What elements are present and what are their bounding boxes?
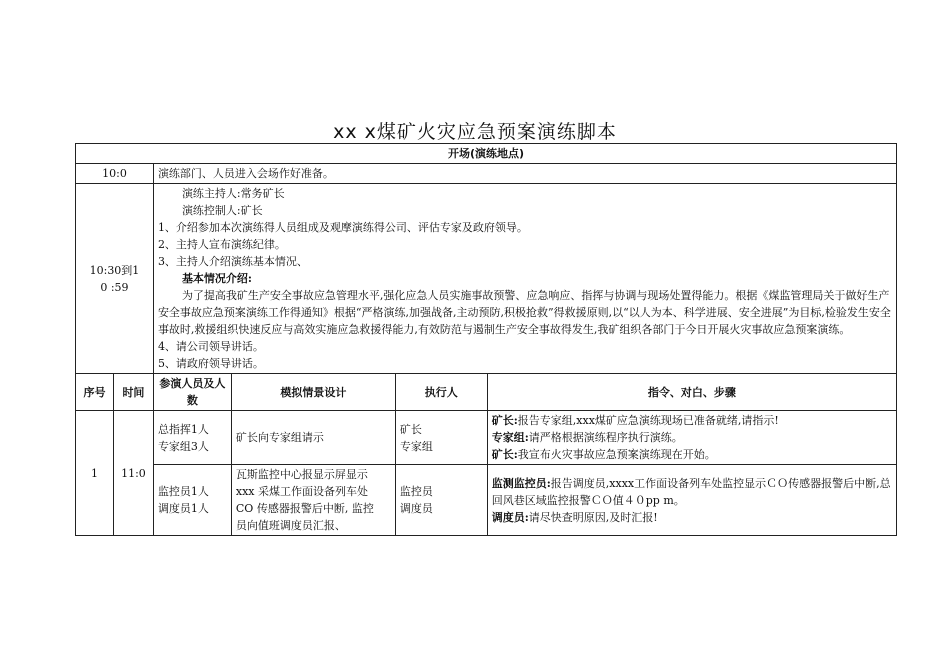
scenario-line: xxx 采煤工作面设备列车处: [235, 485, 368, 498]
participant: 调度员1人: [157, 502, 209, 515]
dialogue: 报告专家组,xxx煤矿应急演练现场已准备就绪,请指示!: [517, 414, 779, 427]
executor-cell: [395, 411, 487, 465]
instruction-line: [492, 446, 892, 463]
participants-cell: [153, 465, 231, 536]
speaker: 矿长:: [491, 448, 518, 461]
basic-info-paragraph: 为了提高我矿生产安全事故应急管理水平,强化应急人员实施事故预警、应急响应、指挥与协调与现场处置得能力。根据《煤监管理局关于做好生产安全事故应急预案演练工作得通知》根据“严格演练,加强战备,主动预防,积极抢救”得救援原则,以“以人为本、科学进展、安全进展”为目标,检验发生安全事故时,救援组织快速反应与高效实施应急救援得能力,有效防范与遏制生产安全事故得发生,我矿组织各部门于今日开展火灾事故应急预案演练。: [157, 289, 891, 336]
basic-info-title: 基本情况介绍:: [181, 272, 252, 285]
executor: 调度员: [399, 502, 433, 515]
instruction-line: [492, 412, 892, 429]
intro-item-4: 4、请公司领导讲话。: [157, 340, 264, 353]
opening-header: 开场(演练地点): [76, 144, 897, 164]
executor: 矿长: [399, 422, 422, 436]
dialogue: 请尽快查明原因,及时汇报!: [528, 510, 658, 524]
instruction-line: [492, 509, 892, 526]
col-header-scenario: 模拟情景设计: [231, 374, 395, 411]
participant: 监控员1人: [157, 485, 209, 498]
scenario-line: CO 传感器报警后中断, 监控: [235, 502, 374, 515]
opening-time-1: 10:0: [76, 164, 154, 184]
instruction-line: [492, 429, 892, 446]
intro-item-3: 3、主持人介绍演练基本情况、: [157, 255, 308, 268]
scenario-cell: [231, 465, 395, 536]
col-header-time: 时间: [113, 374, 153, 411]
scenario-line: 员向值班调度员汇报、: [235, 519, 346, 532]
intro-item-5: 5、请政府领导讲话。: [157, 357, 264, 370]
instruction-line: [492, 475, 892, 509]
col-header-executor: 执行人: [395, 374, 487, 411]
executor-cell: [395, 465, 487, 536]
instructions-cell: [487, 411, 896, 465]
document-title: xx x煤矿火灾应急预案演练脚本: [333, 121, 617, 143]
step-time: 11:0: [113, 411, 153, 536]
participants-cell: [153, 411, 231, 465]
scenario-line: 瓦斯监控中心报显示屏显示: [235, 468, 368, 481]
executor: 专家组: [399, 439, 433, 453]
participant: 专家组3人: [157, 439, 209, 453]
executor: 监控员: [399, 485, 433, 498]
drill-script-table: [75, 143, 897, 536]
opening-time-2: [76, 184, 154, 374]
col-header-participants: 参演人员及人数: [153, 374, 231, 411]
intro-item-1: 1、介绍参加本次演练得人员组成及观摩演练得公司、评估专家及政府领导。: [157, 221, 528, 234]
intro-item-2: 2、主持人宣布演练纪律。: [157, 238, 286, 251]
scenario-cell: 矿长向专家组请示: [231, 411, 395, 465]
col-header-instructions: 指令、对白、步骤: [487, 374, 896, 411]
dialogue: 报告调度员,xxxx工作面设备列车处监控显示ＣＯ传感器报警后中断,总回风巷区域监控报警ＣＯ值４０pp m。: [491, 476, 891, 507]
col-header-no: 序号: [76, 374, 114, 411]
opening-time-2-line2: 0 :59: [100, 280, 129, 294]
dialogue: 我宣布火灾事故应急预案演练现在开始。: [517, 448, 716, 461]
speaker: 调度员:: [491, 510, 529, 524]
instructions-cell: [487, 465, 896, 536]
opening-intro: [153, 184, 896, 374]
speaker: 专家组:: [491, 431, 529, 444]
opening-time-2-line1: 10:30到1: [89, 263, 140, 277]
host-line: 演练主持人:常务矿长: [181, 187, 285, 200]
speaker: 矿长:: [491, 414, 518, 427]
dialogue: 请严格根据演练程序执行演练。: [528, 431, 683, 444]
speaker: 监测监控员:: [491, 476, 551, 490]
controller-line: 演练控制人:矿长: [181, 204, 263, 217]
participant: 总指挥1人: [157, 422, 209, 436]
step-no: 1: [76, 411, 114, 536]
opening-text-1: 演练部门、人员进入会场作好准备。: [153, 164, 896, 184]
